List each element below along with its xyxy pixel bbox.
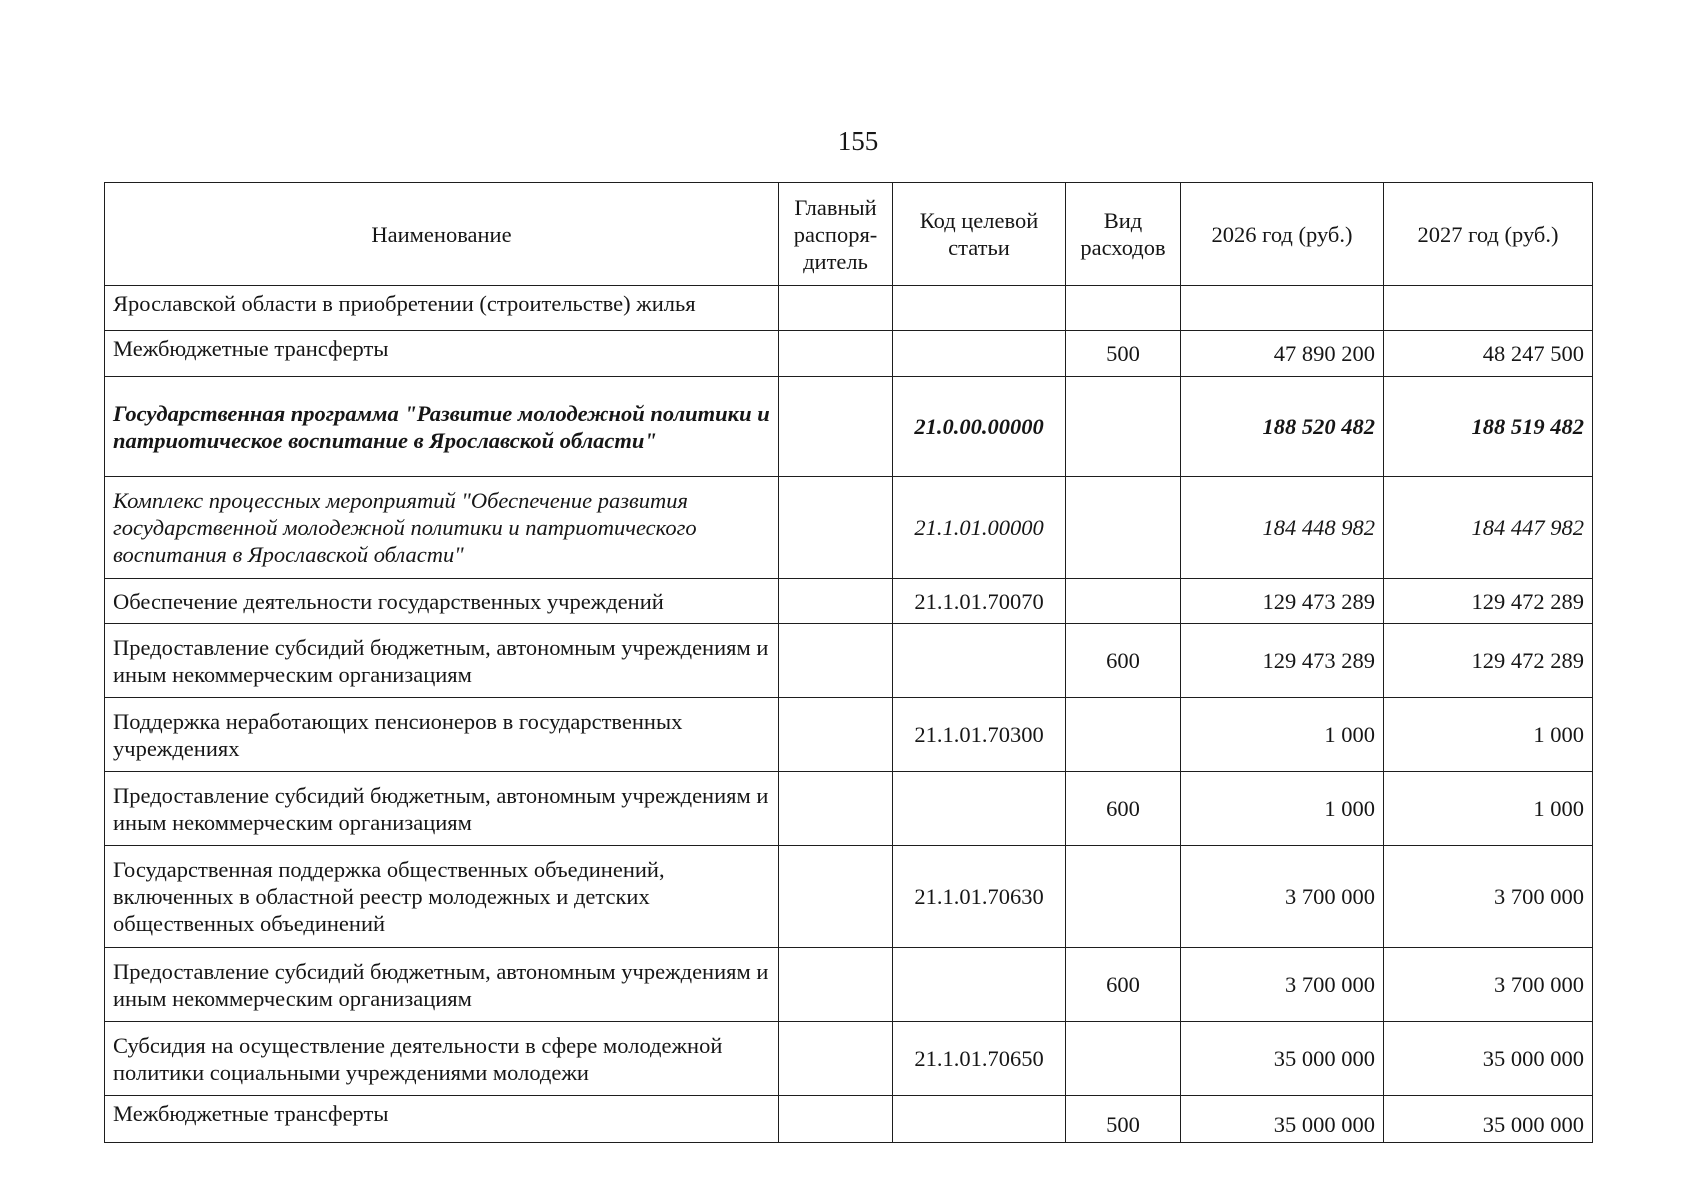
table-row [105,624,1593,698]
cell-name: Предоставление субсидий бюджетным, автономным учреждениям и иным некоммерческим организациям [105,948,779,1022]
cell-code [893,286,1066,331]
cell-2026: 3 700 000 [1181,948,1384,1022]
cell-code: 21.1.01.70070 [893,579,1066,624]
cell-code [893,772,1066,846]
cell-2027: 3 700 000 [1384,846,1593,948]
table-row [105,698,1593,772]
cell-kind [1066,286,1181,331]
header-kind: Вид расходов [1066,183,1181,286]
table-header-row [105,183,1593,286]
cell-admin [779,377,893,477]
table-row [105,331,1593,377]
table-row [105,579,1593,624]
table-row [105,1022,1593,1096]
cell-name: Обеспечение деятельности государственных учреждений [105,579,779,624]
table-row [105,772,1593,846]
cell-name: Государственная программа "Развитие молодежной политики и патриотическое воспитание в Ярославской области" [105,377,779,477]
header-2026: 2026 год (руб.) [1181,183,1384,286]
cell-2027: 129 472 289 [1384,624,1593,698]
table-row [105,286,1593,331]
cell-name: Межбюджетные трансферты [105,1096,779,1143]
cell-2026: 47 890 200 [1181,331,1384,377]
budget-table [104,182,1593,1143]
cell-2027: 1 000 [1384,698,1593,772]
table-row [105,1096,1593,1143]
header-code: Код целевой статьи [893,183,1066,286]
header-name: Наименование [105,183,779,286]
cell-2027: 129 472 289 [1384,579,1593,624]
cell-2026: 3 700 000 [1181,846,1384,948]
cell-2026: 188 520 482 [1181,377,1384,477]
cell-admin [779,286,893,331]
header-admin: Главный распоря-дитель [779,183,893,286]
table-row [105,846,1593,948]
cell-2027: 35 000 000 [1384,1096,1593,1143]
page-number: 155 [837,126,879,156]
cell-code: 21.1.01.00000 [893,477,1066,579]
table-row [105,477,1593,579]
cell-code [893,1096,1066,1143]
table-row [105,948,1593,1022]
cell-code: 21.0.00.00000 [893,377,1066,477]
cell-2026: 35 000 000 [1181,1022,1384,1096]
cell-kind: 600 [1066,772,1181,846]
cell-2026: 129 473 289 [1181,624,1384,698]
cell-kind [1066,698,1181,772]
cell-code [893,948,1066,1022]
cell-admin [779,477,893,579]
cell-kind: 600 [1066,624,1181,698]
cell-name: Межбюджетные трансферты [105,331,779,377]
cell-admin [779,948,893,1022]
cell-2026 [1181,286,1384,331]
cell-admin [779,331,893,377]
cell-2027: 3 700 000 [1384,948,1593,1022]
cell-kind [1066,377,1181,477]
cell-code [893,624,1066,698]
cell-name: Предоставление субсидий бюджетным, автономным учреждениям и иным некоммерческим организациям [105,772,779,846]
cell-2026: 184 448 982 [1181,477,1384,579]
cell-2026: 1 000 [1181,772,1384,846]
cell-kind: 500 [1066,331,1181,377]
table-row [105,377,1593,477]
cell-kind [1066,1022,1181,1096]
cell-code: 21.1.01.70300 [893,698,1066,772]
cell-name: Поддержка неработающих пенсионеров в государственных учреждениях [105,698,779,772]
cell-admin [779,846,893,948]
cell-2027 [1384,286,1593,331]
cell-admin [779,1022,893,1096]
cell-kind [1066,477,1181,579]
cell-name: Ярославской области в приобретении (строительстве) жилья [105,286,779,331]
cell-admin [779,1096,893,1143]
cell-code [893,331,1066,377]
cell-2026: 35 000 000 [1181,1096,1384,1143]
cell-name: Субсидия на осуществление деятельности в сфере молодежной политики социальными учреждениями молодежи [105,1022,779,1096]
cell-2026: 1 000 [1181,698,1384,772]
cell-2027: 188 519 482 [1384,377,1593,477]
cell-code: 21.1.01.70650 [893,1022,1066,1096]
cell-name: Предоставление субсидий бюджетным, автономным учреждениям и иным некоммерческим организациям [105,624,779,698]
cell-kind [1066,846,1181,948]
cell-name: Комплекс процессных мероприятий "Обеспечение развития государственной молодежной политики и патриотического воспитания в Ярославской области" [105,477,779,579]
cell-code: 21.1.01.70630 [893,846,1066,948]
cell-2026: 129 473 289 [1181,579,1384,624]
cell-admin [779,772,893,846]
cell-kind: 500 [1066,1096,1181,1143]
cell-2027: 184 447 982 [1384,477,1593,579]
cell-name: Государственная поддержка общественных объединений, включенных в областной реестр молодежных и детских общественных объединений [105,846,779,948]
cell-admin [779,624,893,698]
header-2027: 2027 год (руб.) [1384,183,1593,286]
cell-2027: 48 247 500 [1384,331,1593,377]
cell-admin [779,579,893,624]
cell-kind: 600 [1066,948,1181,1022]
cell-admin [779,698,893,772]
cell-2027: 35 000 000 [1384,1022,1593,1096]
cell-kind [1066,579,1181,624]
cell-2027: 1 000 [1384,772,1593,846]
